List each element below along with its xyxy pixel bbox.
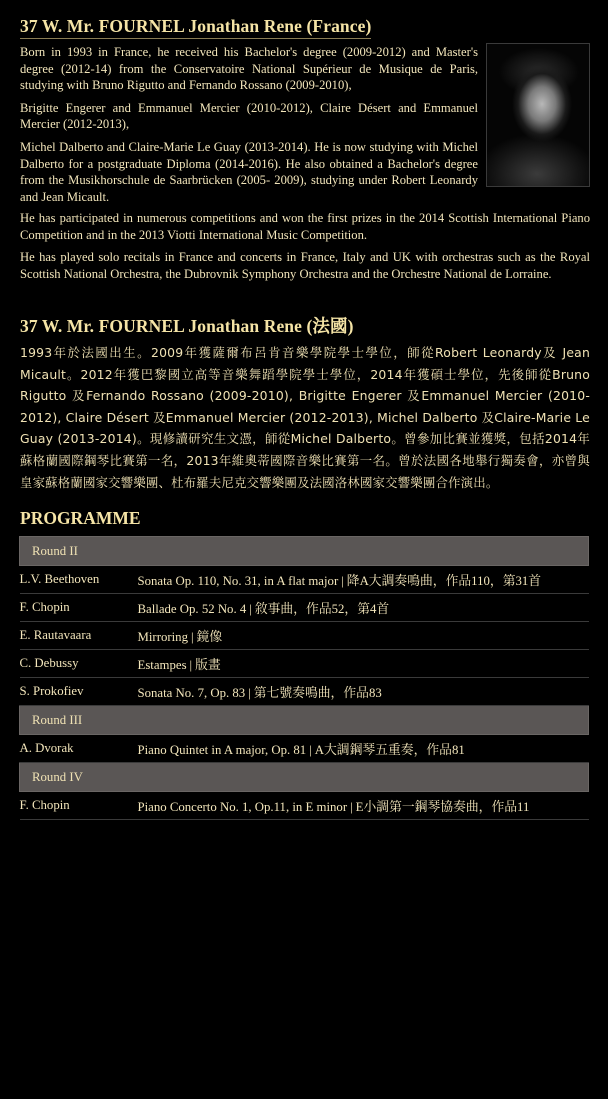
table-row <box>20 792 589 820</box>
work: Estampes | 版畫 <box>138 650 589 678</box>
english-bio-title: 37 W. Mr. FOURNEL Jonathan Rene (France) <box>20 16 371 39</box>
round-header <box>20 763 589 792</box>
round-label: Round IV <box>20 763 589 792</box>
work: Piano Quintet in A major, Op. 81 | A大調鋼琴五重奏，作品81 <box>138 735 589 763</box>
bio-paragraph: Michel Dalberto and Claire-Marie Le Guay (2013-2014). He is now studying with Michel Dalberto for a postgraduate Diploma (2014-2016). He also obtained a Bachelor's degree from the Musikhorschule de Saarbrücken (2005- 2009), studying under Robert Leonardy and Jean Micault. <box>20 139 478 204</box>
table-row <box>20 594 589 622</box>
bio-paragraph: He has played solo recitals in France and concerts in France, Italy and UK with orchestras such as the Royal Scottish National Orchestra, the Dubrovnik Symphony Orchestra and the Orchestre National de Lorraine. <box>20 250 590 281</box>
round-label: Round III <box>20 706 589 735</box>
work: Ballade Op. 52 No. 4 | 敘事曲，作品52，第4首 <box>138 594 589 622</box>
bio-paragraph: Brigitte Engerer and Emmanuel Mercier (2010-2012), Claire Désert and Emmanuel Mercier (2012-2013), <box>20 100 478 132</box>
work: Mirroring | 鏡像 <box>138 622 589 650</box>
round-header <box>20 537 589 566</box>
programme-table <box>19 536 589 820</box>
chinese-bio-title: 37 W. Mr. FOURNEL Jonathan Rene (法國) <box>20 316 354 336</box>
work: Sonata No. 7, Op. 83 | 第七號奏鳴曲，作品83 <box>138 678 589 706</box>
composer: S. Prokofiev <box>20 678 138 706</box>
composer: A. Dvorak <box>20 735 138 763</box>
work: Piano Concerto No. 1, Op.11, in E minor | E小調第一鋼琴協奏曲，作品11 <box>138 792 589 820</box>
chinese-bio-paragraph: 1993年於法國出生。2009年獲薩爾布呂肯音樂學院學士學位，師從Robert Leonardy及 Jean Micault。2012年獲巴黎國立高等音樂舞蹈學院學士學位，2014年獲碩士學位，先後師從Bruno Rigutto 及Fernando Rossano (2009-2010), Brigitte Engerer 及Emmanuel Mercier (2010-2012), Claire Désert 及Emmanuel Mercier (2012-2013), Michel Dalberto 及Claire-Marie Le Guay (2013-2014)。現修讀研究生文憑，師從Michel Dalberto。曾參加比賽並獲獎，包括2014年蘇格蘭國際鋼琴比賽第一名，2013年維奧蒂國際音樂比賽第一名。曾於法國各地舉行獨奏會，亦曾與皇家蘇格蘭國家交響樂團、杜布羅夫尼克交響樂團及法國洛林國家交響樂團合作演出。 <box>20 345 590 490</box>
work: Sonata Op. 110, No. 31, in A flat major | 降A大調奏鳴曲，作品110，第31首 <box>138 566 589 594</box>
english-bio-wide <box>20 210 590 288</box>
table-row <box>20 735 589 763</box>
performer-photo <box>486 43 590 187</box>
composer: L.V. Beethoven <box>20 566 138 594</box>
programme-title: PROGRAMME <box>20 508 141 528</box>
round-header <box>20 706 589 735</box>
round-label: Round II <box>20 537 589 566</box>
table-row <box>20 622 589 650</box>
composer: F. Chopin <box>20 792 138 820</box>
bio-paragraph: He has participated in numerous competitions and won the first prizes in the 2014 Scottish International Piano Competition and in the 2013 Viotti International Music Competition. <box>20 211 590 242</box>
table-row <box>20 650 589 678</box>
composer: F. Chopin <box>20 594 138 622</box>
table-row <box>20 566 589 594</box>
table-row <box>20 678 589 706</box>
composer: E. Rautavaara <box>20 622 138 650</box>
english-bio-narrow <box>20 44 478 211</box>
composer: C. Debussy <box>20 650 138 678</box>
bio-paragraph: Born in 1993 in France, he received his Bachelor's degree (2009-2012) and Master's degree (2012-14) from the Conservatoire National Supérieur de Musique de Paris, studying with Bruno Rigutto and Fernando Rossano (2009-2010), <box>20 45 478 93</box>
